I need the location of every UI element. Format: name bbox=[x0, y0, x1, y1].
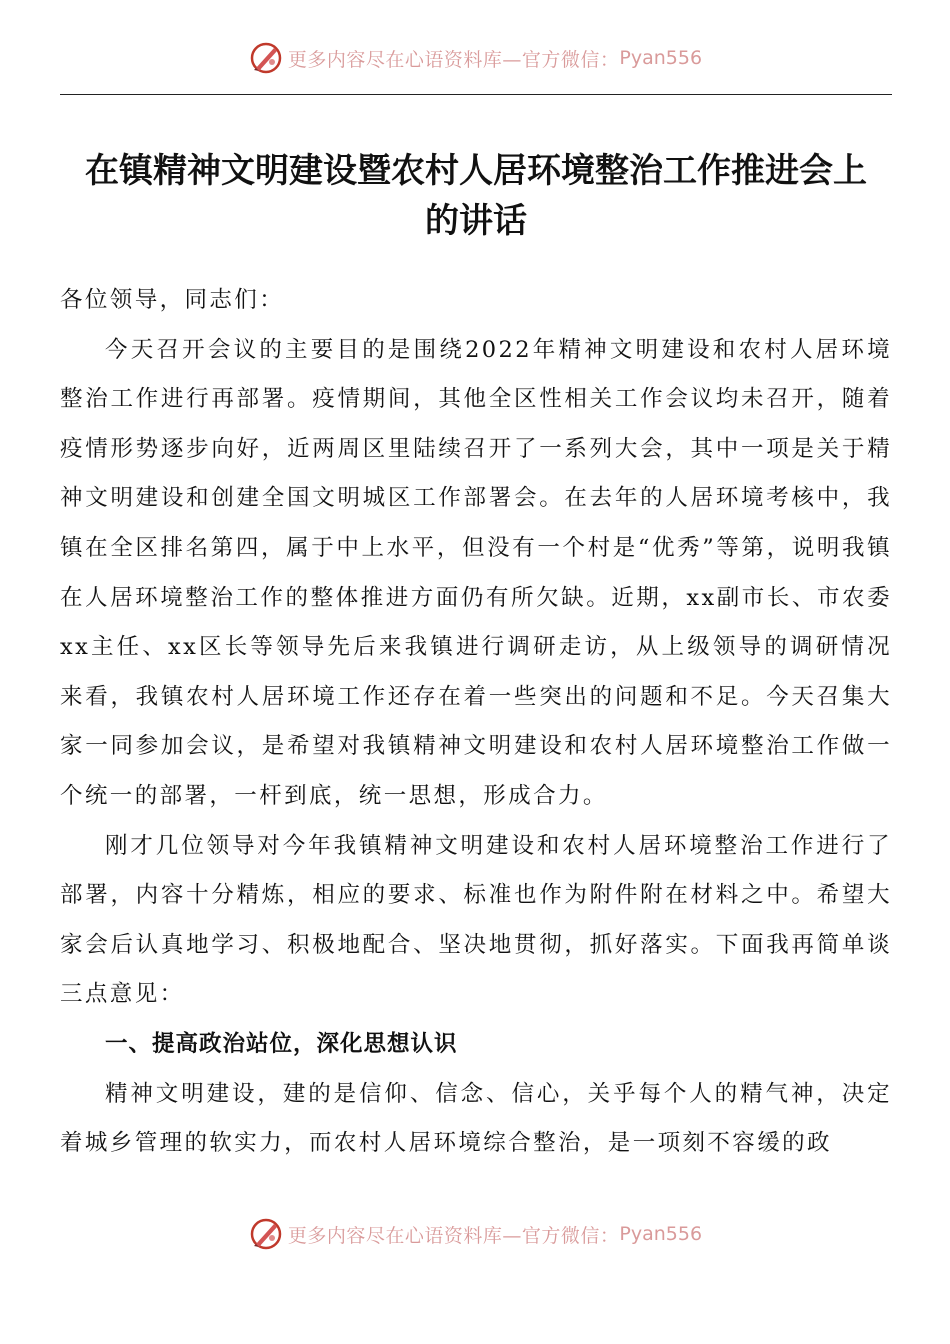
header-divider bbox=[60, 94, 892, 95]
document-body bbox=[60, 276, 892, 1169]
pen-logo-icon bbox=[248, 40, 284, 76]
header-watermark-banner bbox=[0, 38, 950, 78]
document-title bbox=[60, 146, 892, 246]
pen-logo-icon bbox=[248, 1216, 284, 1252]
banner-wechat-id: Pyan556 bbox=[619, 47, 703, 69]
body-paragraph: 今天召开会议的主要目的是围绕2022年精神文明建设和农村人居环境整治工作进行再部署。疫情期间，其他全区性相关工作会议均未召开，随着疫情形势逐步向好，近两周区里陆续召开了一系列大会，其中一项是关于精神文明建设和创建全国文明城区工作部署会。在去年的人居环境考核中，我镇在全区排名第四，属于中上水平，但没有一个村是“优秀”等第，说明我镇在人居环境整治工作的整体推进方面仍有所欠缺。近期，xx副市长、市农委xx主任、xx区长等领导先后来我镇进行调研走访，从上级领导的调研情况来看，我镇农村人居环境工作还存在着一些突出的问题和不足。今天召集大家一同参加会议，是希望对我镇精神文明建设和农村人居环境整治工作做一个统一的部署，一杆到底，统一思想，形成合力。 bbox=[60, 336, 892, 809]
section-heading: 一、提高政治站位，深化思想认识 bbox=[105, 1030, 458, 1057]
footer-watermark-banner bbox=[0, 1214, 950, 1254]
section-paragraph: 精神文明建设，建的是信仰、信念、信心，关乎每个人的精气神，决定着城乡管理的软实力，而农村人居环境综合整治，是一项刻不容缓的政 bbox=[60, 1080, 892, 1157]
salutation: 各位领导，同志们： bbox=[60, 287, 285, 313]
title-line-1: 在镇精神文明建设暨农村人居环境整治工作推进会上 bbox=[85, 151, 867, 191]
body-paragraph: 刚才几位领导对今年我镇精神文明建设和农村人居环境整治工作进行了部署，内容十分精炼，相应的要求、标准也作为附件附在材料之中。希望大家会后认真地学习、积极地配合、坚决地贯彻，抓好落实。下面我再简单谈三点意见： bbox=[60, 832, 892, 1008]
banner-text: 更多内容尽在心语资料库—官方微信： bbox=[287, 48, 620, 71]
footer-banner-wechat-id: Pyan556 bbox=[619, 1223, 703, 1245]
footer-banner-text: 更多内容尽在心语资料库—官方微信： bbox=[287, 1224, 620, 1247]
title-line-2: 的讲话 bbox=[425, 201, 527, 241]
